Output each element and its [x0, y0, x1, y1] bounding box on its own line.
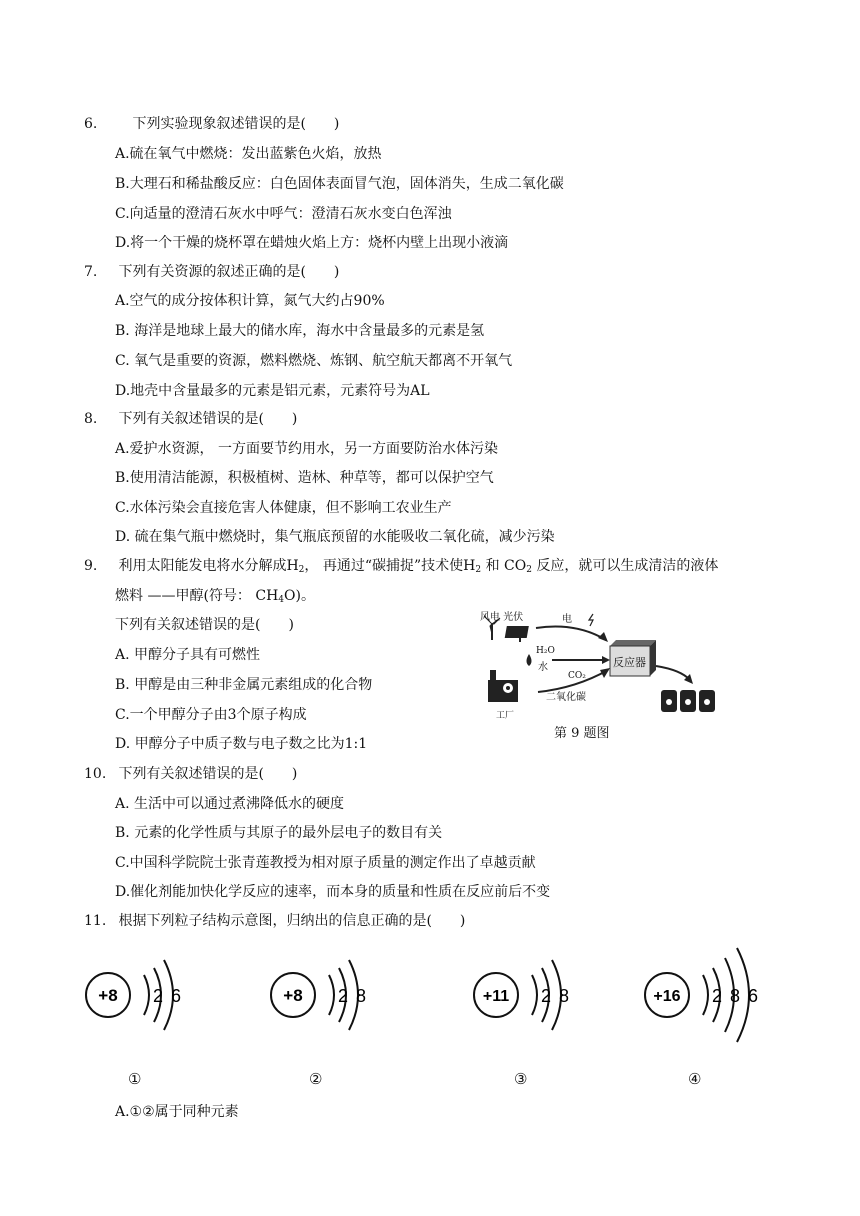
q10-option-d: D.催化剂能加快化学反应的速率，而本身的质量和性质在反应前后不变	[115, 884, 551, 900]
svg-text:+8: +8	[98, 986, 118, 1005]
q10-option-a: A. 生活中可以通过煮沸降低水的硬度	[115, 796, 345, 812]
question-stem: 下列有关叙述错误的是( )	[118, 411, 298, 427]
question-number: 6.	[84, 116, 98, 132]
atom-label-1: ①	[128, 1070, 142, 1088]
q8-option-a: A.爱护水资源， 一方面要节约用水，另一方面要防治水体污染	[115, 441, 499, 457]
q8-option-c: C.水体污染会直接危害人体健康，但不影响工农业生产	[115, 500, 452, 516]
solar-panel-icon	[505, 626, 529, 642]
label-reactor: 反应器	[613, 656, 646, 669]
label-water-formula: H₂O	[536, 646, 555, 656]
question-number: 7.	[84, 264, 98, 280]
svg-text:8: 8	[729, 986, 741, 1006]
question-9	[84, 555, 718, 575]
label-electricity: 电	[562, 614, 572, 625]
atom-label-4: ④	[688, 1070, 702, 1088]
svg-text:6: 6	[170, 986, 182, 1006]
figure-caption: 第 9 题图	[554, 726, 610, 741]
question-stem: 下列有关叙述错误的是( )	[118, 766, 298, 782]
question-6	[84, 113, 339, 133]
question-7	[84, 261, 339, 281]
svg-text:2: 2	[337, 986, 349, 1006]
question-10	[84, 763, 297, 783]
q9-option-b: B. 甲醇是由三种非金属元素组成的化合物	[115, 677, 373, 693]
svg-text:+8: +8	[283, 986, 303, 1005]
svg-text:2: 2	[540, 986, 552, 1006]
q7-option-b: B. 海洋是地球上最大的储水库，海水中含量最多的元素是氢	[115, 323, 485, 339]
question-9-stem: 下列有关叙述错误的是( )	[115, 617, 294, 633]
q8-option-b: B.使用清洁能源，积极植树、造林、种草等，都可以保护空气	[115, 470, 494, 486]
atom-label-2: ②	[309, 1070, 323, 1088]
atom-diagram-3	[474, 940, 584, 1040]
q7-option-d: D.地壳中含量最多的元素是铝元素，元素符号为AL	[115, 383, 430, 399]
label-factory: 工厂	[496, 711, 515, 721]
q9-option-a: A. 甲醇分子具有可燃性	[115, 647, 261, 663]
question-number: 9.	[84, 558, 98, 574]
fuel-barrels-icon	[661, 690, 715, 712]
label-water: 水	[538, 662, 548, 673]
svg-text:2: 2	[711, 986, 723, 1006]
svg-text:8: 8	[558, 986, 570, 1006]
q10-option-b: B. 元素的化学性质与其原子的最外层电子的数目有关	[115, 825, 443, 841]
question-stem: 下列实验现象叙述错误的是( )	[132, 116, 340, 132]
q9-option-d: D. 甲醇分子中质子数与电子数之比为1:1	[115, 736, 368, 752]
q6-option-c: C.向适量的澄清石灰水中呼气：澄清石灰水变白色浑浊	[115, 206, 452, 222]
question-number: 11.	[84, 913, 107, 929]
label-co2-formula: CO₂	[568, 671, 586, 681]
svg-text:+16: +16	[653, 988, 681, 1005]
question-number: 8.	[84, 411, 98, 427]
q6-option-d: D.将一个干燥的烧杯罩在蜡烛火焰上方：烧杯内壁上出现小液滴	[115, 235, 509, 251]
question-stem: 下列有关资源的叙述正确的是( )	[118, 264, 340, 280]
atom-diagram-2	[271, 940, 381, 1040]
svg-text:8: 8	[355, 986, 367, 1006]
question-stem-line1: 利用太阳能发电将水分解成$H_2$， 再通过“碳捕捉”技术使$H_2$ 和 $CO_2$ 反应，就可以生成清洁的液体	[118, 558, 719, 575]
water-drop-icon	[527, 654, 532, 666]
atom-diagram-4	[645, 940, 775, 1040]
q11-option-a: A.①②属于同种元素	[115, 1104, 239, 1120]
factory-icon	[488, 670, 518, 702]
q7-option-a: A.空气的成分按体积计算，氮气大约占90%	[115, 293, 385, 309]
svg-text:6: 6	[747, 986, 759, 1006]
q10-option-c: C.中国科学院院士张青莲教授为相对原子质量的测定作出了卓越贡献	[115, 855, 536, 871]
question-stem: 根据下列粒子结构示意图，归纳出的信息正确的是( )	[118, 913, 466, 929]
atom-diagram-1	[86, 940, 196, 1040]
question-9-figure	[476, 608, 726, 741]
q8-option-d: D. 硫在集气瓶中燃烧时，集气瓶底预留的水能吸收二氧化硫，减少污染	[115, 529, 555, 545]
q6-option-b: B.大理石和稀盐酸反应：白色固体表面冒气泡，固体消失，生成二氧化碳	[115, 176, 564, 192]
svg-text:+11: +11	[482, 988, 510, 1005]
question-8	[84, 408, 297, 428]
question-11	[84, 910, 465, 930]
question-9-line2: 燃料 ——甲醇(符号： $CH_4O$)。	[115, 588, 315, 605]
question-number: 10.	[84, 766, 107, 782]
q9-option-c: C.一个甲醇分子由3个原子构成	[115, 707, 307, 723]
atom-label-3: ③	[514, 1070, 528, 1088]
q6-option-a: A.硫在氧气中燃烧：发出蓝紫色火焰，放热	[115, 146, 382, 162]
label-co2-name: 二氧化碳	[546, 692, 586, 703]
label-wind: 风电 光伏	[480, 612, 524, 623]
q7-option-c: C. 氧气是重要的资源，燃料燃烧、炼钢、航空航天都离不开氧气	[115, 353, 513, 369]
svg-text:2: 2	[152, 986, 164, 1006]
